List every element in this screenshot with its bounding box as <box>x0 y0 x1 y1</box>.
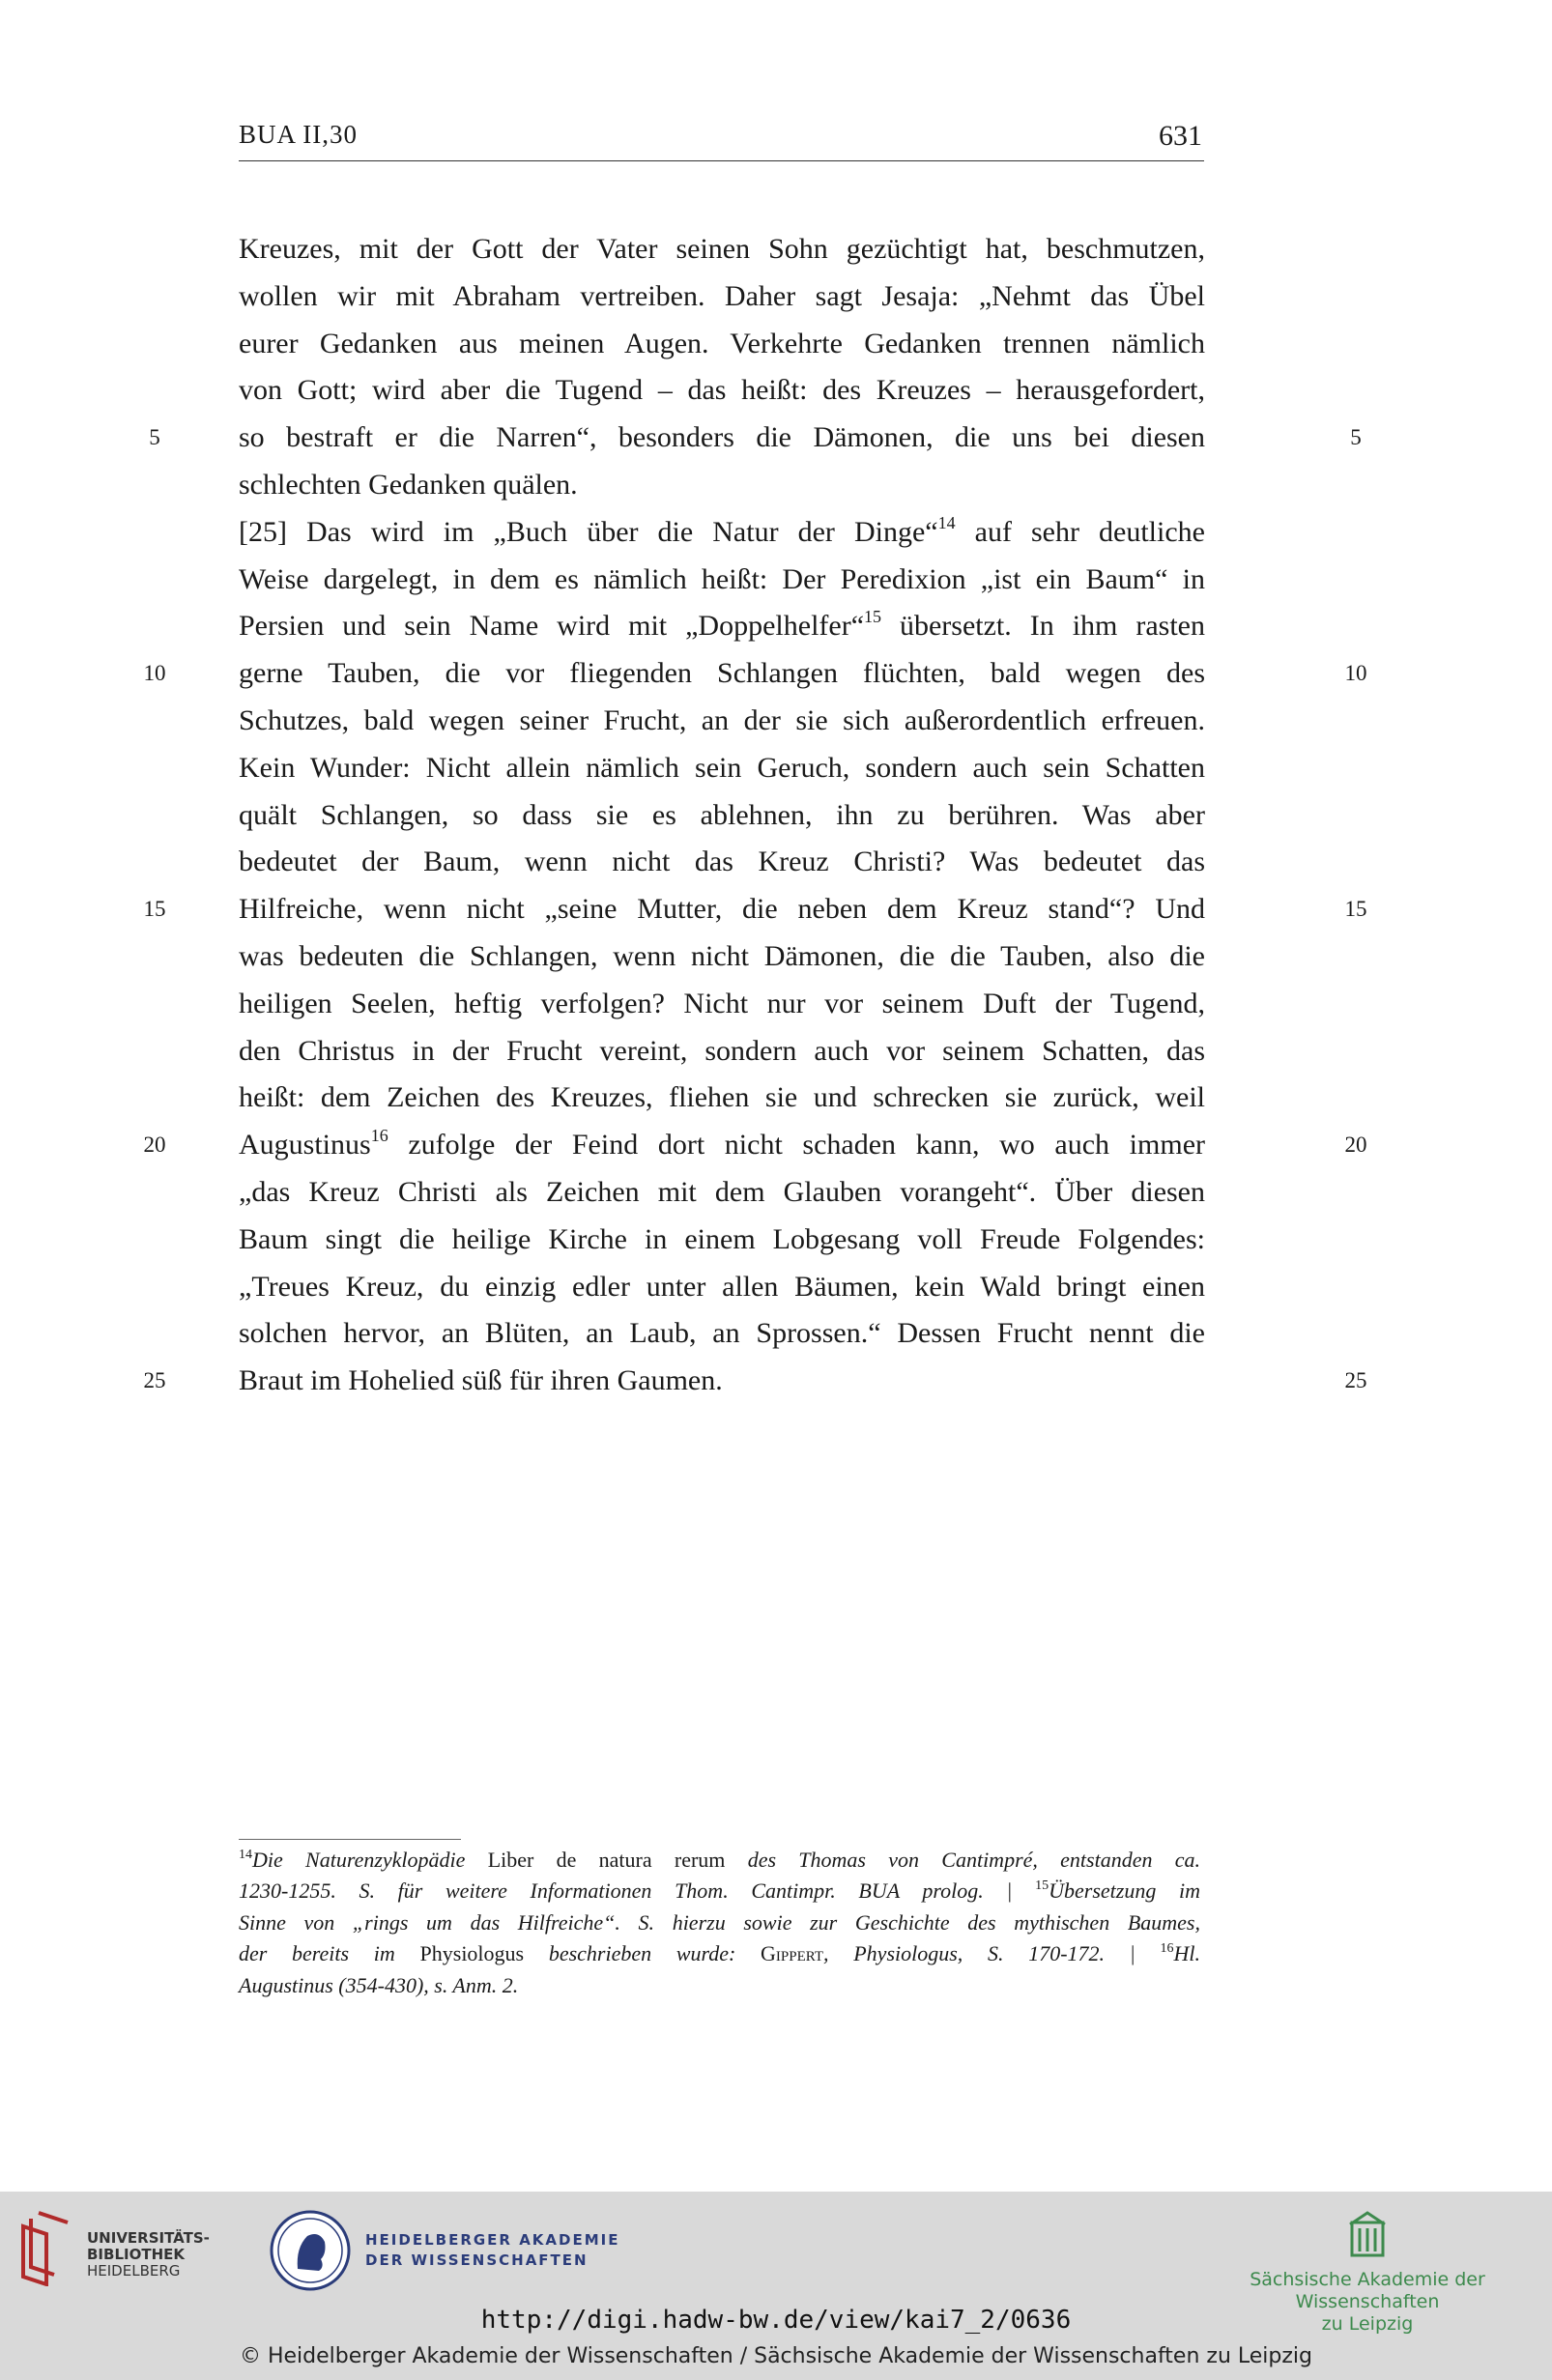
footnotes <box>239 1845 1200 2001</box>
line-number-right: 15 <box>1344 897 1367 921</box>
text-line: bedeutet der Baum, wenn nicht das Kreuz Christi? Was bedeutet das <box>239 846 1205 878</box>
saw-leipzig-logo[interactable]: Sächsische Akademie der Wissenschaften zu Leipzig <box>1198 2211 1537 2308</box>
footnote-ref[interactable]: 15 <box>864 607 882 627</box>
permalink-url[interactable]: http://digi.hadw-bw.de/view/kai7_2/0636 <box>480 2306 1072 2335</box>
footnote-line: Augustinus (354-430), s. Anm. 2. <box>239 1972 519 1997</box>
text-line: „das Kreuz Christi als Zeichen mit dem Glauben vorangeht“. Über diesen <box>239 1175 1205 1208</box>
text-line: so bestraft er die Narren“, besonders die Dämonen, die uns bei diesen <box>239 421 1205 454</box>
text-line: Augustinus$^{16}$ zufolge der Feind dort nicht schaden kann, wo auch immer <box>239 1126 1205 1161</box>
text-line: heiligen Seelen, heftig verfolgen? Nicht nur vor seinem Duft der Tugend, <box>239 987 1205 1019</box>
text-line: [25] Das wird im „Buch über die Natur der Dinge“$^{14}$ auf sehr deutliche <box>239 512 1205 548</box>
text-line: den Christus in der Frucht vereint, sondern auch vor seinem Schatten, das <box>239 1034 1205 1067</box>
running-title: BUA II,30 <box>239 120 358 149</box>
text-line: schlechten Gedanken quälen. <box>239 468 578 501</box>
text-line: was bedeuten die Schlangen, wenn nicht Dämonen, die die Tauben, also die <box>239 939 1205 972</box>
footnote-line: 1230-1255. S. für weitere Informationen Thom. Cantimpr. BUA prolog. | $^{15}$Übersetzung im <box>239 1878 1200 1904</box>
footnote-divider <box>239 1839 461 1840</box>
text-line: gerne Tauben, die vor fliegenden Schlangen flüchten, bald wegen des <box>239 657 1205 690</box>
text-line: Schutzes, bald wegen seiner Frucht, an der sie sich außerordentlich erfreuen. <box>239 703 1205 736</box>
text-line: Kreuzes, mit der Gott der Vater seinen Sohn gezüchtigt hat, beschmutzen, <box>239 233 1205 265</box>
line-number-left: 25 <box>143 1368 166 1392</box>
saw-building-icon <box>1348 2211 1387 2259</box>
footnote-line: der bereits im Physiologus beschrieben wurde: Gippert, Physiologus, S. 170-172. | $^{16}$Hl. <box>239 1940 1200 1966</box>
text-line: Baum singt die heilige Kirche in einem Lobgesang voll Freude Folgendes: <box>239 1222 1205 1255</box>
text-line: von Gott; wird aber die Tugend – das heißt: des Kreuzes – herausgefordert, <box>239 374 1205 407</box>
line-number-left: 15 <box>143 897 166 921</box>
text-line: wollen wir mit Abraham vertreiben. Daher sagt Jesaja: „Nehmt das Übel <box>239 279 1205 312</box>
line-number-right: 25 <box>1344 1368 1367 1392</box>
line-number-right: 10 <box>1344 661 1367 685</box>
text-line: quält Schlangen, so dass sie es ablehnen, ihn zu berühren. Was aber <box>239 798 1205 831</box>
line-number-right: 20 <box>1344 1133 1367 1157</box>
line-number-right: 5 <box>1350 425 1362 449</box>
text-line: Braut im Hohelied süß für ihren Gaumen. <box>239 1364 723 1397</box>
footnote-ref[interactable]: 16 <box>370 1126 388 1146</box>
hadw-seal-icon <box>269 2209 352 2292</box>
text-line: Hilfreiche, wenn nicht „seine Mutter, die neben dem Kreuz stand“? Und <box>239 893 1205 926</box>
text-line: solchen hervor, an Blüten, an Laub, an Sprossen.“ Dessen Frucht nennt die <box>239 1317 1205 1350</box>
copyright-notice: © Heidelberger Akademie der Wissenschaften / Sächsische Akademie der Wissenschaften zu Leipzig <box>239 2344 1312 2368</box>
line-number-left: 5 <box>149 425 160 449</box>
running-header <box>239 114 1204 161</box>
text-line: heißt: dem Zeichen des Kreuzes, fliehen sie und schrecken sie zurück, weil <box>239 1081 1205 1114</box>
line-number-left: 10 <box>143 661 166 685</box>
hadw-logo[interactable]: HEIDELBERGER AKADEMIE DER WISSENSCHAFTEN <box>269 2209 655 2306</box>
text-line: Persien und sein Name wird mit „Doppelhelfer“$^{15}$ übersetzt. In ihm rasten <box>239 607 1205 643</box>
main-text <box>239 226 1205 1405</box>
footer-bar <box>0 2192 1552 2380</box>
line-number-left: 20 <box>143 1133 166 1157</box>
footnote-line: $^{14}$Die Naturenzyklopädie Liber de natura rerum des Thomas von Cantimpré, entstanden ca. <box>239 1847 1201 1872</box>
text-line: „Treues Kreuz, du einzig edler unter allen Bäumen, kein Wald bringt einen <box>239 1270 1205 1303</box>
footnote-line: Sinne von „rings um das Hilfreiche“. S. hierzu sowie zur Geschichte des mythischen Baumes, <box>239 1909 1200 1935</box>
ub-book-icon <box>17 2209 77 2286</box>
page-number: 631 <box>1159 120 1202 152</box>
ub-heidelberg-logo[interactable]: UNIVERSITÄTS- BIBLIOTHEK HEIDELBERG <box>17 2209 211 2296</box>
text-line: eurer Gedanken aus meinen Augen. Verkehrte Gedanken trennen nämlich <box>239 327 1205 359</box>
text-line: Weise dargelegt, in dem es nämlich heißt: Der Peredixion „ist ein Baum“ in <box>239 562 1205 595</box>
text-line: Kein Wunder: Nicht allein nämlich sein Geruch, sondern auch sein Schatten <box>239 751 1205 784</box>
footnote-ref[interactable]: 14 <box>937 512 956 532</box>
